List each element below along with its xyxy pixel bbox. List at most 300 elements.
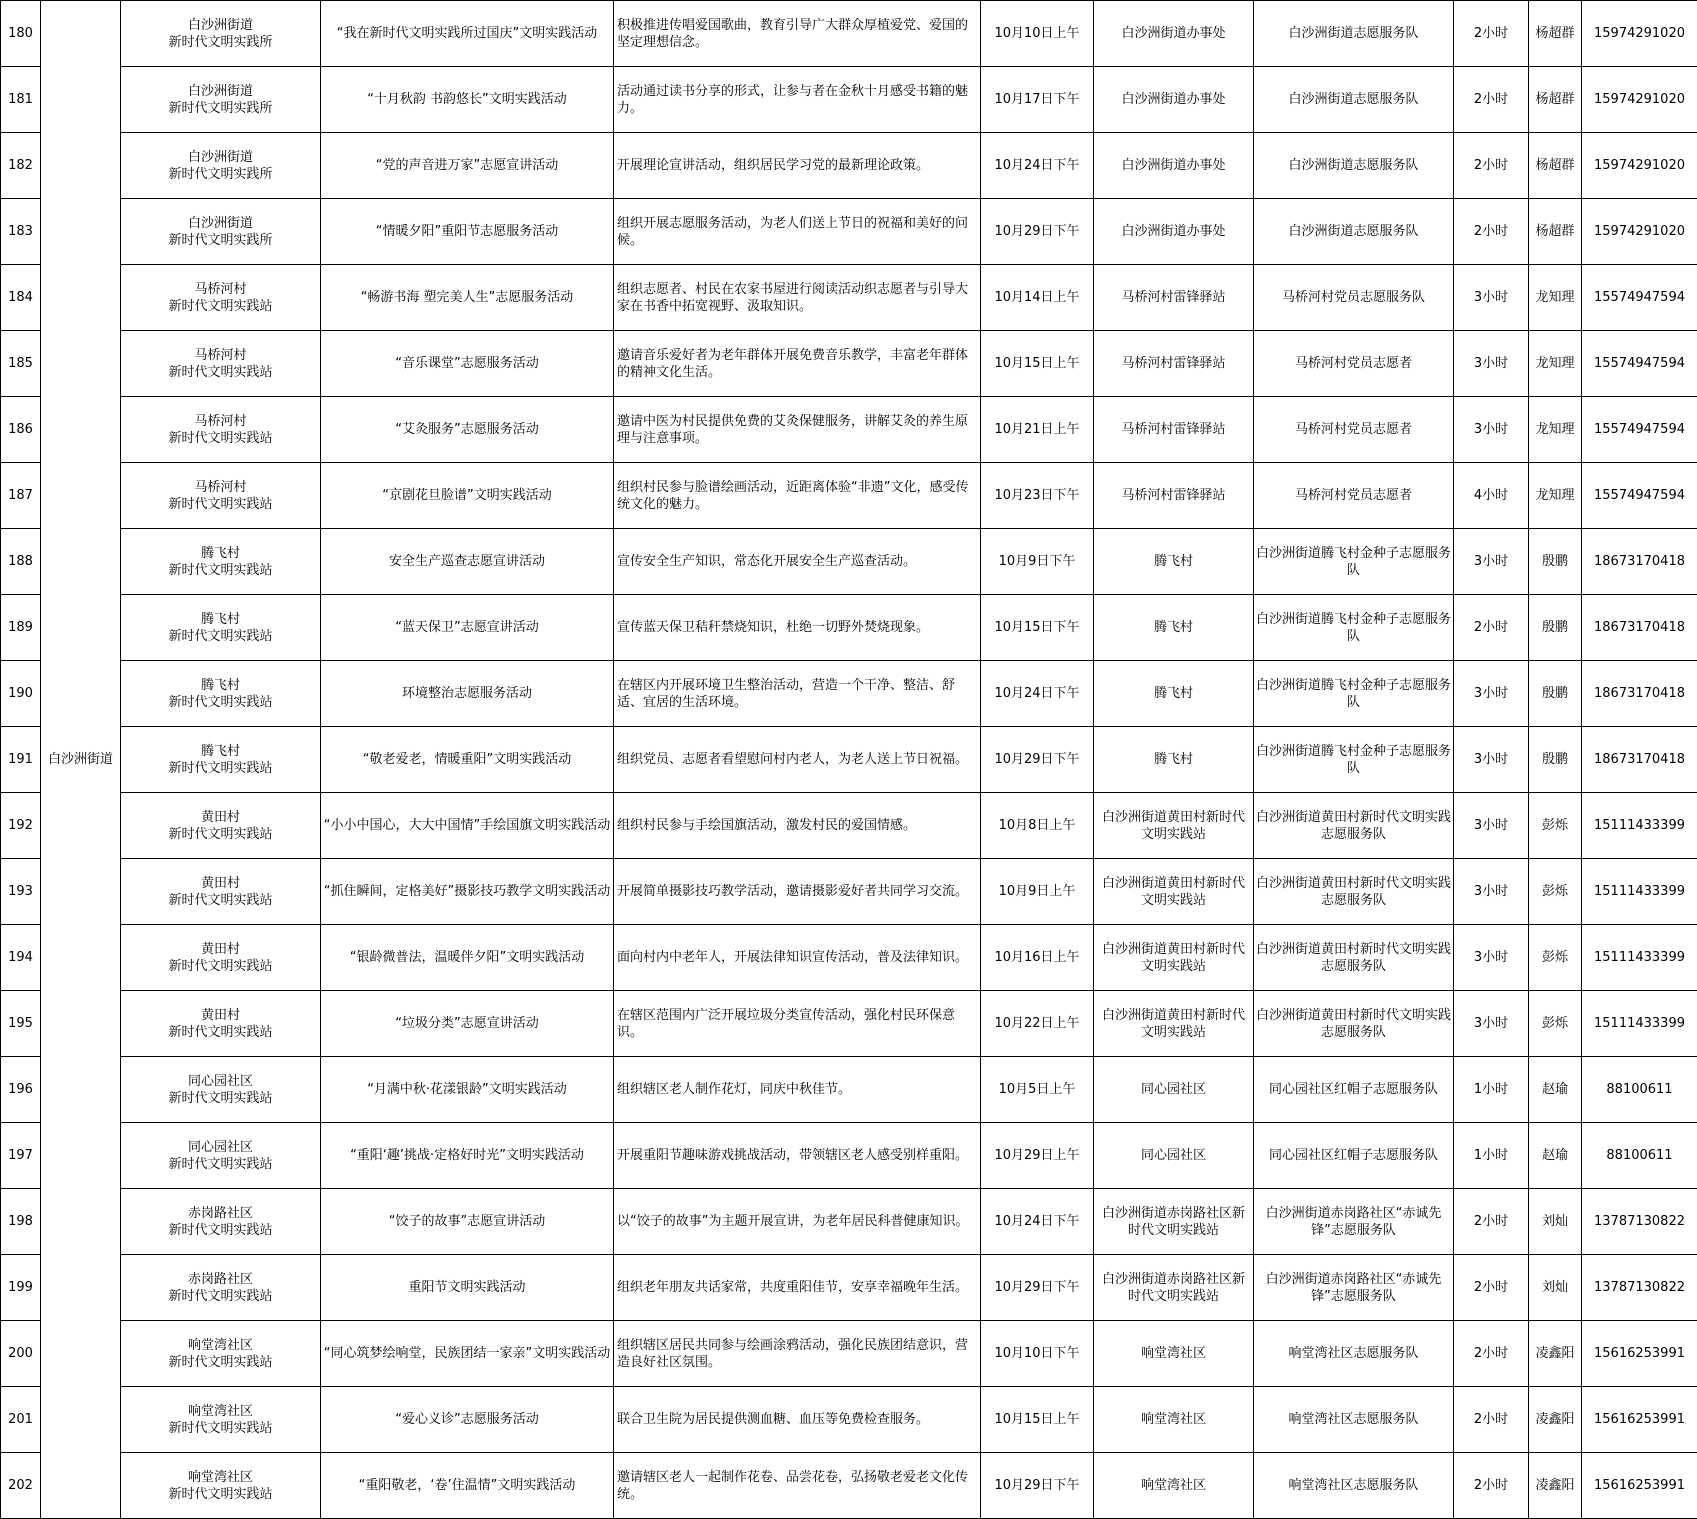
table-row [1,661,1697,727]
station-line: 新时代文明实践站 [168,562,273,578]
volunteer-team-cell: 白沙洲街道腾飞村金种子志愿服务队 [1254,529,1454,595]
activity-name-cell: “小小中国心，大大中国情”手绘国旗文明实践活动 [321,793,614,859]
activity-name-cell: “敬老爱老，情暖重阳”文明实践活动 [321,727,614,793]
activity-time-cell: 10月15日上午 [981,331,1094,397]
activity-time-cell: 10月5日上午 [981,1057,1094,1123]
contact-person-cell: 赵瑜 [1529,1123,1582,1189]
contact-person-cell: 杨超群 [1529,1,1582,67]
activity-place-cell: 白沙洲街道黄田村新时代文明实践站 [1094,859,1254,925]
station-cell [121,991,321,1057]
row-number-cell: 189 [1,595,41,661]
volunteer-team-cell: 白沙洲街道志愿服务队 [1254,1,1454,67]
activity-time-cell: 10月29日下午 [981,199,1094,265]
volunteer-team-cell: 同心园社区红帽子志愿服务队 [1254,1057,1454,1123]
duration-cell: 3小时 [1454,859,1529,925]
station-line: 黄田村 [200,1007,240,1023]
activity-name-cell: “蓝天保卫”志愿宣讲活动 [321,595,614,661]
table-row [1,133,1697,199]
activity-name-cell: “畅游书海 塑完美人生”志愿服务活动 [321,265,614,331]
activity-time-cell: 10月29日下午 [981,727,1094,793]
row-number-cell: 187 [1,463,41,529]
duration-cell: 2小时 [1454,1,1529,67]
station-cell [121,529,321,595]
station-line: 新时代文明实践站 [168,760,273,776]
phone-cell: 15574947594 [1582,397,1697,463]
duration-cell: 3小时 [1454,925,1529,991]
station-line: 赤岗路社区 [187,1271,253,1287]
activity-name-cell: “银龄微普法，温暖伴夕阳”文明实践活动 [321,925,614,991]
activity-time-cell: 10月17日下午 [981,67,1094,133]
activity-name-cell: “爱心义诊”志愿服务活动 [321,1387,614,1453]
activity-content-cell: 组织党员、志愿者看望慰问村内老人，为老人送上节日祝福。 [614,727,981,793]
contact-person-cell: 龙知理 [1529,265,1582,331]
station-line: 新时代文明实践站 [168,1288,273,1304]
activity-time-cell: 10月8日上午 [981,793,1094,859]
station-cell [121,1255,321,1321]
activity-name-cell: “十月秋韵 书韵悠长”文明实践活动 [321,67,614,133]
activity-time-cell: 10月29日上午 [981,1123,1094,1189]
activity-place-cell: 白沙洲街道办事处 [1094,199,1254,265]
activity-content-cell: 组织志愿者、村民在农家书屋进行阅读活动织志愿者与引导大家在书香中拓宽视野、汲取知识。 [614,265,981,331]
volunteer-team-cell: 响堂湾社区志愿服务队 [1254,1453,1454,1519]
table-row [1,925,1697,991]
activity-place-cell: 白沙洲街道黄田村新时代文明实践站 [1094,925,1254,991]
phone-cell: 15111433399 [1582,925,1697,991]
activity-name-cell: “同心筑梦绘响堂，民族团结一家亲”文明实践活动 [321,1321,614,1387]
table-row [1,793,1697,859]
volunteer-team-cell: 白沙洲街道赤岗路社区“赤诚先锋”志愿服务队 [1254,1189,1454,1255]
phone-cell: 18673170418 [1582,529,1697,595]
station-line: 白沙洲街道 [187,17,253,33]
activity-place-cell: 同心园社区 [1094,1123,1254,1189]
contact-person-cell: 彭烁 [1529,793,1582,859]
duration-cell: 3小时 [1454,991,1529,1057]
station-line: 响堂湾社区 [187,1469,253,1485]
phone-cell: 15111433399 [1582,859,1697,925]
volunteer-team-cell: 马桥河村党员志愿者 [1254,331,1454,397]
table-row [1,1453,1697,1519]
activity-time-cell: 10月16日上午 [981,925,1094,991]
activity-content-cell: 开展理论宣讲活动，组织居民学习党的最新理论政策。 [614,133,981,199]
activity-time-cell: 10月10日下午 [981,1321,1094,1387]
station-line: 新时代文明实践站 [168,892,273,908]
station-cell [121,1189,321,1255]
activity-content-cell: 开展重阳节趣味游戏挑战活动，带领辖区老人感受别样重阳。 [614,1123,981,1189]
activity-content-cell: 活动通过读书分享的形式，让参与者在金秋十月感受书籍的魅力。 [614,67,981,133]
contact-person-cell: 彭烁 [1529,991,1582,1057]
street-name-cell: 白沙洲街道 [41,1,121,1519]
duration-cell: 3小时 [1454,331,1529,397]
phone-cell: 15574947594 [1582,463,1697,529]
volunteer-team-cell: 同心园社区红帽子志愿服务队 [1254,1123,1454,1189]
duration-cell: 2小时 [1454,1255,1529,1321]
row-number-cell: 198 [1,1189,41,1255]
activity-place-cell: 白沙洲街道赤岗路社区新时代文明实践站 [1094,1189,1254,1255]
contact-person-cell: 杨超群 [1529,133,1582,199]
station-cell [121,859,321,925]
table-row [1,595,1697,661]
contact-person-cell: 凌鑫阳 [1529,1387,1582,1453]
volunteer-team-cell: 白沙洲街道腾飞村金种子志愿服务队 [1254,727,1454,793]
station-cell [121,133,321,199]
station-line: 腾飞村 [200,743,240,759]
table-row [1,67,1697,133]
activity-content-cell: 联合卫生院为居民提供测血糖、血压等免费检查服务。 [614,1387,981,1453]
volunteer-team-cell: 马桥河村党员志愿者 [1254,463,1454,529]
phone-cell: 15974291020 [1582,133,1697,199]
row-number-cell: 182 [1,133,41,199]
row-number-cell: 200 [1,1321,41,1387]
table-row [1,463,1697,529]
row-number-cell: 188 [1,529,41,595]
station-cell [121,1321,321,1387]
row-number-cell: 185 [1,331,41,397]
phone-cell: 15974291020 [1582,1,1697,67]
station-line: 同心园社区 [187,1139,253,1155]
volunteer-team-cell: 响堂湾社区志愿服务队 [1254,1321,1454,1387]
activity-content-cell: 在辖区内开展环境卫生整治活动，营造一个干净、整洁、舒适、宜居的生活环境。 [614,661,981,727]
station-line: 白沙洲街道 [187,215,253,231]
contact-person-cell: 刘灿 [1529,1255,1582,1321]
station-line: 腾飞村 [200,611,240,627]
activity-name-cell: “重阳敬老，‘卷’住温情”文明实践活动 [321,1453,614,1519]
station-line: 新时代文明实践站 [168,364,273,380]
table-row [1,1321,1697,1387]
station-line: 新时代文明实践站 [168,1090,273,1106]
row-number-cell: 180 [1,1,41,67]
activity-place-cell: 马桥河村雷锋驿站 [1094,331,1254,397]
duration-cell: 2小时 [1454,1321,1529,1387]
activity-name-cell: 环境整治志愿服务活动 [321,661,614,727]
volunteer-team-cell: 白沙洲街道黄田村新时代文明实践志愿服务队 [1254,859,1454,925]
row-number-cell: 190 [1,661,41,727]
station-line: 新时代文明实践站 [168,1354,273,1370]
row-number-cell: 191 [1,727,41,793]
row-number-cell: 199 [1,1255,41,1321]
duration-cell: 2小时 [1454,199,1529,265]
station-line: 新时代文明实践站 [168,694,273,710]
phone-cell: 15111433399 [1582,793,1697,859]
station-line: 新时代文明实践站 [168,1420,273,1436]
duration-cell: 3小时 [1454,529,1529,595]
activity-name-cell: “京剧花旦脸谱”文明实践活动 [321,463,614,529]
table-row [1,331,1697,397]
station-line: 新时代文明实践站 [168,496,273,512]
station-line: 赤岗路社区 [187,1205,253,1221]
activity-place-cell: 马桥河村雷锋驿站 [1094,397,1254,463]
activity-content-cell: 组织辖区老人制作花灯，同庆中秋佳节。 [614,1057,981,1123]
contact-person-cell: 彭烁 [1529,925,1582,991]
station-line: 新时代文明实践站 [168,958,273,974]
table-row [1,991,1697,1057]
station-cell [121,463,321,529]
station-line: 马桥河村 [194,347,247,363]
activity-time-cell: 10月22日上午 [981,991,1094,1057]
activity-name-cell: “党的声音进万家”志愿宣讲活动 [321,133,614,199]
station-cell [121,265,321,331]
row-number-cell: 196 [1,1057,41,1123]
row-number-cell: 183 [1,199,41,265]
activity-time-cell: 10月9日下午 [981,529,1094,595]
contact-person-cell: 凌鑫阳 [1529,1453,1582,1519]
activity-time-cell: 10月24日下午 [981,661,1094,727]
phone-cell: 18673170418 [1582,661,1697,727]
contact-person-cell: 殷鹏 [1529,727,1582,793]
activity-name-cell: “饺子的故事”志愿宣讲活动 [321,1189,614,1255]
duration-cell: 3小时 [1454,265,1529,331]
station-line: 马桥河村 [194,413,247,429]
activity-time-cell: 10月24日下午 [981,133,1094,199]
station-line: 新时代文明实践站 [168,1024,273,1040]
contact-person-cell: 殷鹏 [1529,661,1582,727]
activity-time-cell: 10月29日下午 [981,1255,1094,1321]
phone-cell: 13787130822 [1582,1189,1697,1255]
row-number-cell: 194 [1,925,41,991]
row-number-cell: 202 [1,1453,41,1519]
phone-cell: 15574947594 [1582,331,1697,397]
activity-place-cell: 白沙洲街道赤岗路社区新时代文明实践站 [1094,1255,1254,1321]
phone-cell: 15974291020 [1582,67,1697,133]
volunteer-team-cell: 白沙洲街道志愿服务队 [1254,199,1454,265]
contact-person-cell: 杨超群 [1529,67,1582,133]
row-number-cell: 181 [1,67,41,133]
station-line: 新时代文明实践所 [168,166,273,182]
station-line: 黄田村 [200,941,240,957]
volunteer-team-cell: 白沙洲街道腾飞村金种子志愿服务队 [1254,661,1454,727]
activity-content-cell: 邀请中医为村民提供免费的艾灸保健服务，讲解艾灸的养生原理与注意事项。 [614,397,981,463]
contact-person-cell: 彭烁 [1529,859,1582,925]
station-cell [121,661,321,727]
station-line: 新时代文明实践所 [168,100,273,116]
phone-cell: 88100611 [1582,1123,1697,1189]
row-number-cell: 201 [1,1387,41,1453]
station-cell [121,595,321,661]
activity-content-cell: 邀请音乐爱好者为老年群体开展免费音乐教学，丰富老年群体的精神文化生活。 [614,331,981,397]
row-number-cell: 192 [1,793,41,859]
duration-cell: 4小时 [1454,463,1529,529]
station-line: 腾飞村 [200,677,240,693]
activity-content-cell: 以“饺子的故事”为主题开展宣讲，为老年居民科普健康知识。 [614,1189,981,1255]
table-body [1,1,1697,1519]
row-number-cell: 195 [1,991,41,1057]
station-cell [121,1453,321,1519]
activity-place-cell: 响堂湾社区 [1094,1453,1254,1519]
activity-name-cell: “艾灸服务”志愿服务活动 [321,397,614,463]
activity-place-cell: 腾飞村 [1094,727,1254,793]
station-cell [121,1057,321,1123]
station-line: 新时代文明实践站 [168,826,273,842]
phone-cell: 18673170418 [1582,727,1697,793]
activity-time-cell: 10月9日上午 [981,859,1094,925]
station-line: 黄田村 [200,875,240,891]
station-cell [121,331,321,397]
row-number-cell: 186 [1,397,41,463]
activity-place-cell: 马桥河村雷锋驿站 [1094,463,1254,529]
table-row [1,199,1697,265]
phone-cell: 15616253991 [1582,1321,1697,1387]
table-row [1,727,1697,793]
duration-cell: 2小时 [1454,133,1529,199]
station-cell [121,1,321,67]
duration-cell: 2小时 [1454,1189,1529,1255]
activity-time-cell: 10月23日下午 [981,463,1094,529]
activity-place-cell: 腾飞村 [1094,529,1254,595]
station-line: 响堂湾社区 [187,1403,253,1419]
duration-cell: 2小时 [1454,1453,1529,1519]
phone-cell: 15616253991 [1582,1387,1697,1453]
table-row [1,529,1697,595]
activity-content-cell: 邀请辖区老人一起制作花卷、品尝花卷，弘扬敬老爱老文化传统。 [614,1453,981,1519]
duration-cell: 3小时 [1454,793,1529,859]
activity-content-cell: 组织开展志愿服务活动，为老人们送上节日的祝福和美好的问候。 [614,199,981,265]
station-line: 腾飞村 [200,545,240,561]
table-row [1,1057,1697,1123]
table-row [1,397,1697,463]
activity-place-cell: 白沙洲街道办事处 [1094,67,1254,133]
volunteer-team-cell: 白沙洲街道腾飞村金种子志愿服务队 [1254,595,1454,661]
phone-cell: 18673170418 [1582,595,1697,661]
activity-name-cell: “音乐课堂”志愿服务活动 [321,331,614,397]
activity-place-cell: 响堂湾社区 [1094,1321,1254,1387]
activity-place-cell: 响堂湾社区 [1094,1387,1254,1453]
station-line: 黄田村 [200,809,240,825]
station-line: 新时代文明实践站 [168,298,273,314]
activity-place-cell: 白沙洲街道办事处 [1094,1,1254,67]
activity-name-cell: “垃圾分类”志愿宣讲活动 [321,991,614,1057]
duration-cell: 2小时 [1454,595,1529,661]
station-line: 新时代文明实践站 [168,430,273,446]
contact-person-cell: 龙知理 [1529,397,1582,463]
duration-cell: 2小时 [1454,67,1529,133]
activity-time-cell: 10月29日下午 [981,1453,1094,1519]
table-row [1,1123,1697,1189]
volunteer-team-cell: 白沙洲街道志愿服务队 [1254,67,1454,133]
station-line: 马桥河村 [194,281,247,297]
table-row [1,1387,1697,1453]
activity-content-cell: 组织辖区居民共同参与绘画涂鸦活动，强化民族团结意识，营造良好社区氛围。 [614,1321,981,1387]
volunteer-team-cell: 白沙洲街道黄田村新时代文明实践志愿服务队 [1254,925,1454,991]
activity-name-cell: 重阳节文明实践活动 [321,1255,614,1321]
activity-time-cell: 10月21日上午 [981,397,1094,463]
activity-place-cell: 马桥河村雷锋驿站 [1094,265,1254,331]
activity-name-cell: “重阳‘趣’挑战·定格好时光”文明实践活动 [321,1123,614,1189]
station-line: 新时代文明实践站 [168,1156,273,1172]
activity-time-cell: 10月15日上午 [981,1387,1094,1453]
phone-cell: 15616253991 [1582,1453,1697,1519]
table-row [1,1189,1697,1255]
phone-cell: 15574947594 [1582,265,1697,331]
station-cell [121,199,321,265]
row-number-cell: 193 [1,859,41,925]
activity-place-cell: 白沙洲街道黄田村新时代文明实践站 [1094,793,1254,859]
station-line: 白沙洲街道 [187,149,253,165]
contact-person-cell: 龙知理 [1529,331,1582,397]
row-number-cell: 184 [1,265,41,331]
station-cell [121,727,321,793]
volunteer-team-cell: 白沙洲街道黄田村新时代文明实践志愿服务队 [1254,991,1454,1057]
table-row [1,859,1697,925]
activity-place-cell: 腾飞村 [1094,595,1254,661]
activity-name-cell: “我在新时代文明实践所过国庆”文明实践活动 [321,1,614,67]
contact-person-cell: 凌鑫阳 [1529,1321,1582,1387]
activity-place-cell: 腾飞村 [1094,661,1254,727]
phone-cell: 88100611 [1582,1057,1697,1123]
activity-place-cell: 同心园社区 [1094,1057,1254,1123]
activity-content-cell: 开展简单摄影技巧教学活动，邀请摄影爱好者共同学习交流。 [614,859,981,925]
station-line: 新时代文明实践站 [168,1222,273,1238]
station-cell [121,67,321,133]
duration-cell: 1小时 [1454,1123,1529,1189]
station-line: 新时代文明实践所 [168,232,273,248]
station-cell [121,1123,321,1189]
contact-person-cell: 龙知理 [1529,463,1582,529]
contact-person-cell: 刘灿 [1529,1189,1582,1255]
activity-content-cell: 宣传蓝天保卫秸秆禁烧知识，杜绝一切野外焚烧现象。 [614,595,981,661]
volunteer-team-cell: 白沙洲街道志愿服务队 [1254,133,1454,199]
activity-content-cell: 在辖区范围内广泛开展垃圾分类宣传活动，强化村民环保意识。 [614,991,981,1057]
station-line: 白沙洲街道 [187,83,253,99]
station-cell [121,1387,321,1453]
station-line: 马桥河村 [194,479,247,495]
station-line: 新时代文明实践站 [168,1486,273,1502]
contact-person-cell: 杨超群 [1529,199,1582,265]
activity-time-cell: 10月14日上午 [981,265,1094,331]
phone-cell: 15111433399 [1582,991,1697,1057]
duration-cell: 3小时 [1454,397,1529,463]
activity-time-cell: 10月10日上午 [981,1,1094,67]
activity-content-cell: 组织老年朋友共话家常，共度重阳佳节，安享幸福晚年生活。 [614,1255,981,1321]
table-row [1,1,1697,67]
volunteer-team-cell: 马桥河村党员志愿者 [1254,397,1454,463]
station-line: 同心园社区 [187,1073,253,1089]
activity-time-cell: 10月15日下午 [981,595,1094,661]
activity-content-cell: 组织村民参与脸谱绘画活动，近距离体验“非遗”文化，感受传统文化的魅力。 [614,463,981,529]
station-cell [121,793,321,859]
station-cell [121,925,321,991]
contact-person-cell: 赵瑜 [1529,1057,1582,1123]
activity-content-cell: 宣传安全生产知识，常态化开展安全生产巡查活动。 [614,529,981,595]
volunteer-team-cell: 白沙洲街道赤岗路社区“赤诚先锋”志愿服务队 [1254,1255,1454,1321]
table-row [1,265,1697,331]
station-cell [121,397,321,463]
volunteer-team-cell: 马桥河村党员志愿服务队 [1254,265,1454,331]
volunteer-team-cell: 白沙洲街道黄田村新时代文明实践志愿服务队 [1254,793,1454,859]
activity-name-cell: 安全生产巡查志愿宣讲活动 [321,529,614,595]
activity-place-cell: 白沙洲街道黄田村新时代文明实践站 [1094,991,1254,1057]
activity-content-cell: 组织村民参与手绘国旗活动，激发村民的爱国情感。 [614,793,981,859]
activity-content-cell: 积极推进传唱爱国歌曲，教育引导广大群众厚植爱党、爱国的坚定理想信念。 [614,1,981,67]
table-row [1,1255,1697,1321]
contact-person-cell: 殷鹏 [1529,595,1582,661]
duration-cell: 3小时 [1454,661,1529,727]
station-line: 新时代文明实践站 [168,628,273,644]
activity-place-cell: 白沙洲街道办事处 [1094,133,1254,199]
station-line: 响堂湾社区 [187,1337,253,1353]
activity-name-cell: “抓住瞬间，定格美好”摄影技巧教学文明实践活动 [321,859,614,925]
duration-cell: 3小时 [1454,727,1529,793]
activity-name-cell: “情暖夕阳”重阳节志愿服务活动 [321,199,614,265]
row-number-cell: 197 [1,1123,41,1189]
contact-person-cell: 殷鹏 [1529,529,1582,595]
activity-time-cell: 10月24日下午 [981,1189,1094,1255]
duration-cell: 1小时 [1454,1057,1529,1123]
activity-name-cell: “月满中秋·花漾银龄”文明实践活动 [321,1057,614,1123]
station-line: 新时代文明实践所 [168,34,273,50]
phone-cell: 13787130822 [1582,1255,1697,1321]
activity-content-cell: 面向村内中老年人，开展法律知识宣传活动，普及法律知识。 [614,925,981,991]
volunteer-team-cell: 响堂湾社区志愿服务队 [1254,1387,1454,1453]
phone-cell: 15974291020 [1582,199,1697,265]
